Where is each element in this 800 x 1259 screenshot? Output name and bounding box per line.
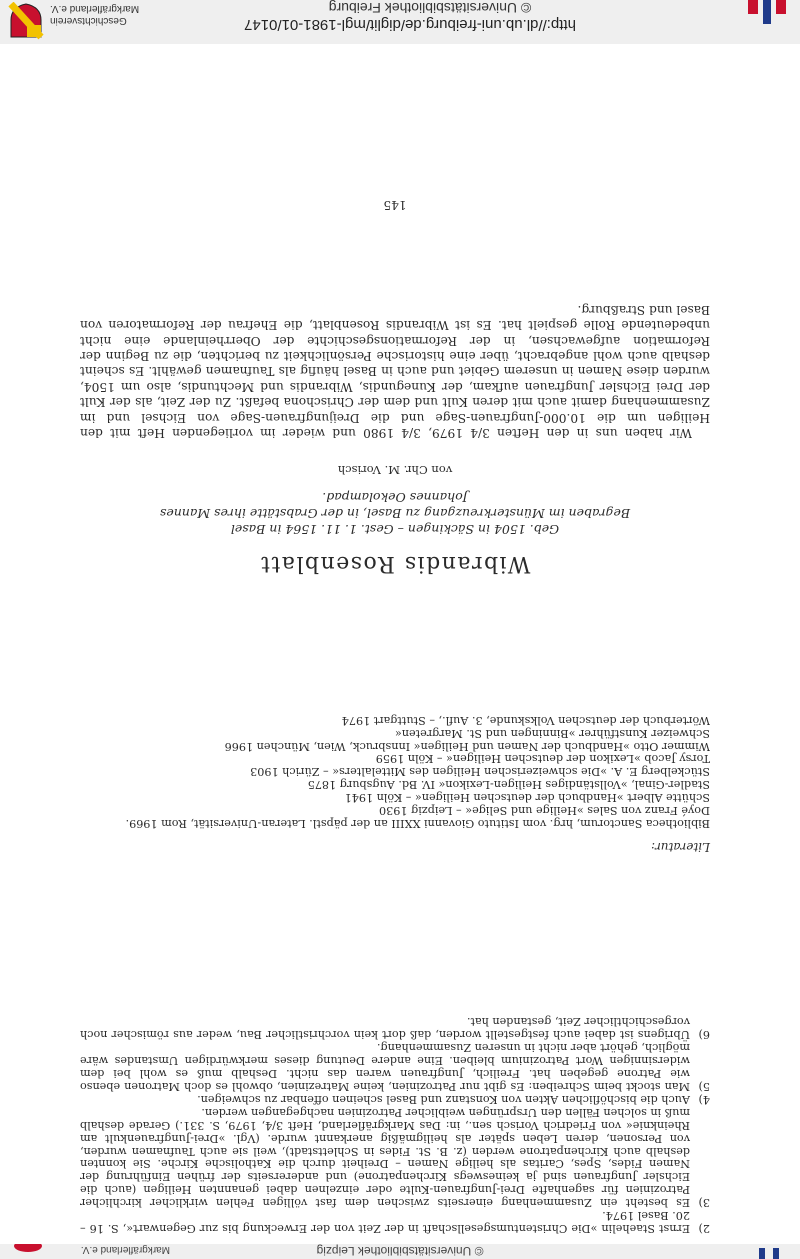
footnote-number: 6)	[698, 1028, 710, 1042]
footnote-text: Ernst Staehelin »Die Christentumsgesellschaft in der Zeit von der Erweckung bis zur Gegenwart«, S. 16 – 20. Basel 1974.	[80, 1209, 690, 1235]
library-credit-bottom: © Universitätsbibliothek Leipzig	[316, 1244, 484, 1258]
geschichtsverein-logo	[8, 2, 44, 40]
article-title: Wibrandis Rosenblatt	[259, 551, 531, 576]
society-name-bottom: Markgräflerland e.V.	[80, 1244, 170, 1255]
footnote-text: Übrigens ist dabei auch festgestellt worden, daß dort kein vorchristlicher Bau, weder aus römischer noch vorgeschichtlicher Zeit, gestanden hat.	[80, 1015, 690, 1042]
library-credit: © Universitätsbibliothek Freiburg	[328, 0, 532, 16]
viewer-top-bar	[0, 0, 800, 44]
literature-heading: Literatur:	[651, 840, 710, 854]
footnote-number: 5)	[698, 1080, 710, 1094]
footnotes	[80, 1015, 710, 1234]
subtitle-line: Begraben im Münsterkreuzgang zu Basel, in der Grabstätte ihres Mannes	[159, 506, 631, 521]
footnote	[80, 1208, 710, 1234]
footnote-text: Auch die bischöflichen Akten von Konstanz und Basel scheinen offenbar zu schweigen.	[197, 1092, 690, 1106]
literature-item: Stückelberg E. A. »Die schweizerischen Heiligen des Mittelalters« – Zürich 1903	[250, 765, 710, 779]
footnote	[80, 1092, 710, 1105]
footnote-number: 2)	[698, 1222, 710, 1235]
literature-item: Stadler-Ginal, »Vollständiges Heiligen-Lexikon« IV. Bd. Augsburg 1875	[307, 778, 710, 792]
viewer-bottom-bar	[0, 1244, 800, 1259]
subtitle-line: Johannes Oekolampad.	[322, 490, 468, 505]
literature-item: Wörterbuch der deutschen Volkskunde, 3. Aufl., – Stuttgart 1974	[341, 713, 710, 727]
university-library-logo-small	[755, 1244, 785, 1259]
society-name	[50, 2, 140, 26]
literature-item: Wimmer Otto »Handbuch der Namen und Heiligen« Innsbruck, Wien, München 1966	[224, 739, 710, 753]
university-library-logo	[748, 0, 788, 24]
literature-item: Schweizer Kunstführer »Binningen und St. Margreten«	[394, 726, 710, 740]
literature-list	[80, 713, 710, 829]
footnote-number: 4)	[698, 1092, 710, 1106]
document-url-link[interactable]: http://dl.ub.uni-freiburg.de/diglit/mgl-1981-01/0147	[244, 16, 576, 33]
literature-item: Torsy Jacob »Lexikon der deutschen Heiligen« – Köln 1959	[375, 752, 710, 766]
article-body: Wir haben uns in den Heften 3/4 1979, 3/4 1980 und wieder im vorliegenden Heft mit den Heiligen um die 10.000-Jungfrauen-Sage und die Dreijungfrauen-Sage von Eichsel und im Zusammenhang damit auch mit deren Kult und dem der Chrischona befaßt. Zu der Zeit, als der Kult der Drei Eichsler Jungfrauen aufkam, der Kunegundis, Wibrandis und Mechtundis, also um 1504, wurden diese Namen in unserem Gebiet und auch in Basel häufig als Taufnamen gewählt. Es scheint deshalb auch wohl angebracht, über eine historische Persönlichkeit zu berichten, die zu Beginn der Reformation aufgewachsen, in der Reformationsgeschichte der Oberrheinlande eine nicht unbedeutende Rolle gespielt hat. Es ist Wibrandis Rosenblatt, die Ehefrau der Reformatoren von Basel und Straßburg.	[80, 302, 710, 440]
footnote-number: 3)	[698, 1196, 710, 1210]
society-line-2: Markgräflerland e.V.	[50, 3, 140, 14]
footnote-text: Es besteht ein Zusammenhang einerseits zwischen dem fast völligen Fehlen wirklicher kirchlicher Patrozinien für sagenhafte Drei-Jungfrauen-Kulte oder einzelnen dabei genannten Heiligen (auch die Eichsler Jungfrauen sind ja keineswegs Kirchenpatrone) und andererseits der frühen Einführung der Namen Fides, Spes, Caritas als heilige Namen – Dreiheit durch die Katholische Kirche. Sie konnten deshalb auch Kirchenpatrone werden (z. B. St. Fides in Schlettstadt), weil sie auch Taufnamen wurden, von Personen, deren Leben später als heiligmäßig anerkannt wurde. (Vgl. »Drei-Jungfrauenkult am Rheinknie« von Friedrich Vorisch sen., in: Das Markgräflerland, Heft 3/4, 1979, S. 331.) Gerade deshalb muß in solchen Fällen den Ursprüngen weiblicher Patrozinien nachgegangen werden.	[80, 1105, 690, 1210]
society-logo-small	[12, 1244, 44, 1259]
footnote	[80, 1105, 710, 1208]
literature-item: Doyé Franz von Sales »Heilige und Selige« – Leipzig 1930	[379, 804, 710, 818]
subtitle-line: Geb. 1504 in Säckingen – Gest. 1. 11. 1564 in Basel	[230, 522, 560, 537]
article-subtitle	[80, 489, 710, 537]
footnote	[80, 1015, 710, 1041]
society-line-1: Geschichtsverein	[50, 15, 127, 26]
footnote-text: Man stockt beim Schreiben: Es gibt nur Patrozinien, keine Matrezinien, obwohl es doch Matronen ebenso wie Patrone gegeben hat. Freilich, Jungfrauen waren das nicht. Deshalb muß es wohl bei dem widersinnigen Wort Patrozinium bleiben. Eine andere Deutung dieses merkwürdigen Umstandes wäre möglich, gehört aber nicht in unseren Zusammenhang.	[80, 1041, 690, 1094]
literature-item: Schütte Albert »Handbuch der deutschen Heiligen« – Köln 1941	[344, 791, 710, 805]
literature-item: Bibliotheca Sanctorum, hrg. vom Istituto Giovanni XXIII an der päpstl. Lateran-Universität, Rom 1969.	[125, 817, 710, 830]
scanned-page	[0, 44, 800, 1244]
footnote	[80, 1040, 710, 1092]
page-number: 145	[383, 198, 407, 212]
article-author: von Chr. M. Vorisch	[337, 463, 453, 477]
